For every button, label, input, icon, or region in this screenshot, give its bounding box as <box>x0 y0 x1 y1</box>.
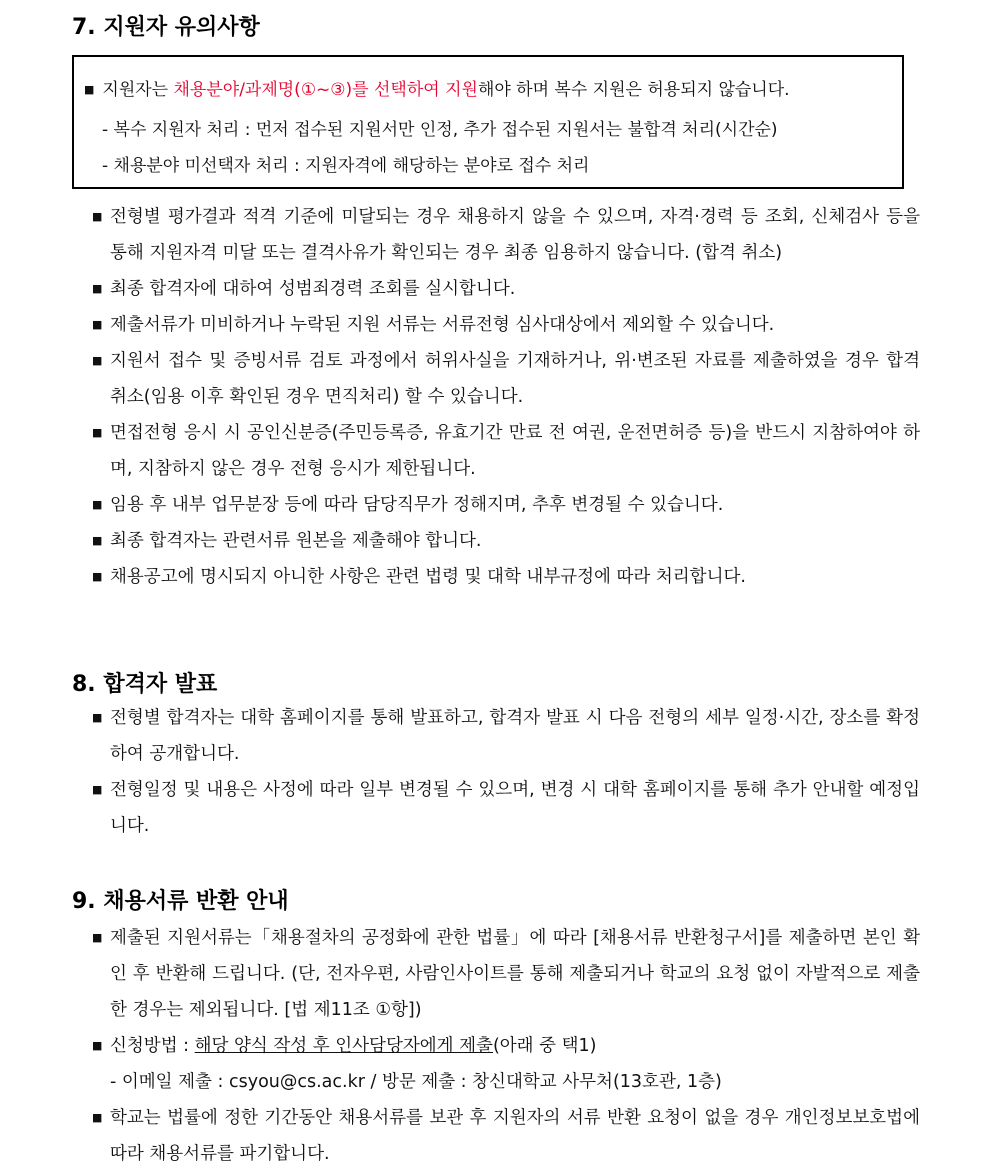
bullet-square-icon: ■ <box>92 210 103 223</box>
list-item <box>92 523 920 559</box>
list-item-text: 제출된 지원서류는「채용절차의 공정화에 관한 법률」에 따라 [채용서류 반환청구서]를 제출하면 본인 확인 후 반환해 드립니다. (단, 전자우편, 사람인사이트를 통해 제출되거나 학교의 요청 없이 자발적으로 제출한 경우는 제외됩니다. [법 제11조 ①항]) <box>110 928 920 1020</box>
bullet-square-icon: ■ <box>92 931 103 944</box>
bullet-square-icon: ■ <box>92 570 103 583</box>
bullet-square-icon: ■ <box>92 1039 103 1052</box>
list-item-text: 최종 합격자에 대하여 성범죄경력 조회를 실시합니다. <box>110 279 516 299</box>
sub-item <box>92 1064 920 1100</box>
notice-line-1 <box>84 75 790 100</box>
notice-line-3: - 채용분야 미선택자 처리 : 지원자격에 해당하는 분야로 접수 처리 <box>102 156 590 176</box>
bullet-square-icon: ■ <box>92 282 103 295</box>
list-item <box>92 1028 920 1064</box>
bullet-square-icon: ■ <box>92 498 103 511</box>
list-item-text: 지원서 접수 및 증빙서류 검토 과정에서 허위사실을 기재하거나, 위·변조된 자료를 제출하였을 경우 합격 취소(임용 이후 확인된 경우 면직처리) 할 수 있습니다. <box>110 351 920 407</box>
section-7-list <box>92 199 920 595</box>
notice-text: 해야 하며 복수 지원은 허용되지 않습니다. <box>477 80 790 100</box>
sub-item-text: - 이메일 제출 : csyou@cs.ac.kr / 방문 제출 : 창신대학교 사무처(13호관, 1층) <box>110 1072 722 1092</box>
list-item <box>92 772 920 844</box>
list-item <box>92 307 920 343</box>
list-item <box>92 920 920 1028</box>
section-8-heading: 8. 합격자 발표 <box>72 672 218 697</box>
list-item-text: 제출서류가 미비하거나 누락된 지원 서류는 서류전형 심사대상에서 제외할 수 있습니다. <box>110 315 775 335</box>
section-9-heading: 9. 채용서류 반환 안내 <box>72 889 289 914</box>
list-item <box>92 343 920 415</box>
bullet-square-icon: ■ <box>92 783 103 796</box>
list-item-text: 최종 합격자는 관련서류 원본을 제출해야 합니다. <box>110 531 482 551</box>
underlined-text: 해당 양식 작성 후 인사담당자에게 제출 <box>194 1036 493 1056</box>
section-9-list <box>92 920 920 1172</box>
list-item <box>92 700 920 772</box>
bullet-square-icon: ■ <box>92 354 103 367</box>
list-item-text: 면접전형 응시 시 공인신분증(주민등록증, 유효기간 만료 전 여권, 운전면허증 등)을 반드시 지참하여야 하며, 지참하지 않은 경우 전형 응시가 제한됩니다. <box>110 423 920 479</box>
list-item <box>92 271 920 307</box>
bullet-square-icon: ■ <box>92 534 103 547</box>
list-item-text: (아래 중 택1) <box>492 1036 597 1056</box>
section-8-list <box>92 700 920 844</box>
bullet-square-icon: ■ <box>92 1111 103 1124</box>
bullet-square-icon: ■ <box>92 318 103 331</box>
list-item <box>92 199 920 271</box>
list-item-text: 전형별 평가결과 적격 기준에 미달되는 경우 채용하지 않을 수 있으며, 자격·경력 등 조회, 신체검사 등을 통해 지원자격 미달 또는 결격사유가 확인되는 경우 최종 임용하지 않습니다. (합격 취소) <box>110 207 920 263</box>
list-item-text: 학교는 법률에 정한 기간동안 채용서류를 보관 후 지원자의 서류 반환 요청이 없을 경우 개인정보보호법에 따라 채용서류를 파기합니다. <box>110 1108 920 1164</box>
bullet-square-icon: ■ <box>84 83 95 96</box>
list-item-text: 채용공고에 명시되지 아니한 사항은 관련 법령 및 대학 내부규정에 따라 처리합니다. <box>110 567 746 587</box>
notice-line-2: - 복수 지원자 처리 : 먼저 접수된 지원서만 인정, 추가 접수된 지원서는 불합격 처리(시간순) <box>102 120 778 140</box>
bullet-square-icon: ■ <box>92 711 103 724</box>
list-item <box>92 487 920 523</box>
bullet-square-icon: ■ <box>92 426 103 439</box>
list-item-text: 임용 후 내부 업무분장 등에 따라 담당직무가 정해지며, 추후 변경될 수 있습니다. <box>110 495 724 515</box>
notice-text: 지원자는 <box>102 80 174 100</box>
list-item-text: 신청방법 : <box>110 1036 195 1056</box>
list-item <box>92 415 920 487</box>
list-item-text: 전형별 합격자는 대학 홈페이지를 통해 발표하고, 합격자 발표 시 다음 전형의 세부 일정·시간, 장소를 확정하여 공개합니다. <box>110 708 920 764</box>
notice-box <box>72 55 904 189</box>
list-item <box>92 559 920 595</box>
section-7-heading: 7. 지원자 유의사항 <box>72 15 260 40</box>
notice-highlight: 채용분야/과제명(①~③)를 선택하여 지원 <box>173 80 478 100</box>
list-item-text: 전형일정 및 내용은 사정에 따라 일부 변경될 수 있으며, 변경 시 대학 홈페이지를 통해 추가 안내할 예정입니다. <box>110 780 920 836</box>
list-item <box>92 1100 920 1172</box>
